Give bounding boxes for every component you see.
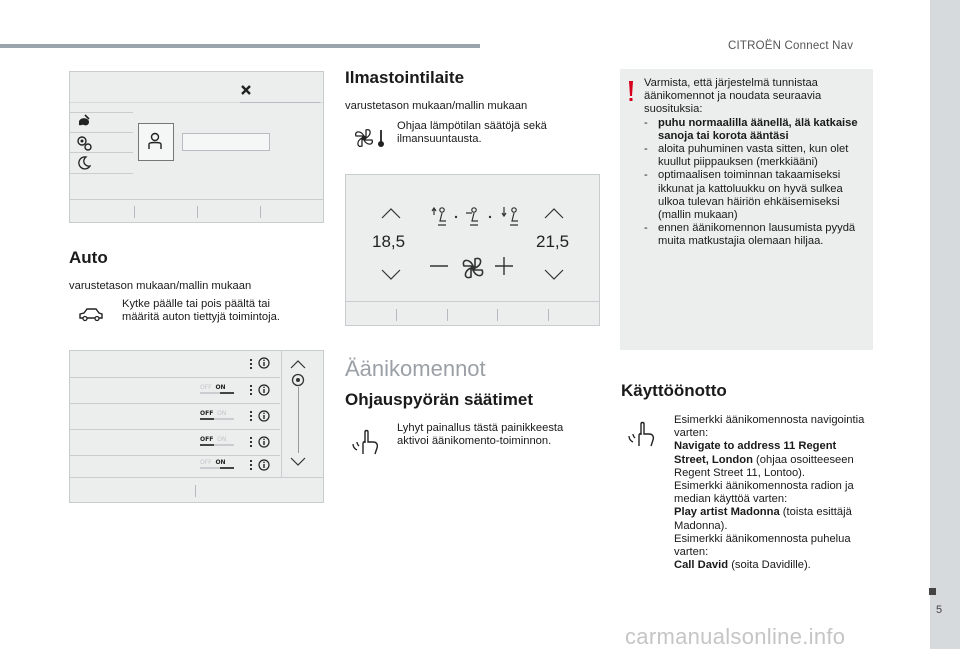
vehicle-settings-screen-illustration [69, 350, 324, 503]
chevron-up-icon[interactable] [544, 207, 564, 219]
air-distribution-icon[interactable] [430, 205, 520, 227]
toggle-off-label: OFF [200, 459, 212, 466]
voice-hand-icon [627, 420, 657, 448]
kaytto-examples [674, 414, 874, 572]
close-icon[interactable] [240, 84, 252, 96]
example-radio-intro: Esimerkki äänikomennosta radion ja median käyttöä varten: [674, 480, 854, 506]
climate-screen-illustration [345, 174, 600, 326]
temperature-left: 18,5 [372, 232, 406, 251]
ohjauspyora-description: Lyhyt painallus tästä painikkeesta aktivoi äänikomento-toiminnon. [397, 422, 564, 448]
palette-icon[interactable] [76, 113, 92, 129]
ilmastointi-description: Ohjaa lämpötilan säätöjä sekä ilmansuuntausta. [397, 120, 547, 146]
profile-field[interactable] [182, 133, 270, 151]
example-radio-command: Play artist Madonna (toista esittäjä Madonna). [674, 506, 852, 532]
settings-icon[interactable] [75, 134, 93, 152]
menu-dots-icon[interactable] [250, 359, 252, 371]
example-call-intro: Esimerkki äänikomennosta puhelua varten: [674, 532, 851, 559]
temperature-right: 21,5 [536, 232, 570, 251]
auto-description: Kytke päälle tai pois päältä tai määritä auton tiettyjä toimintoja. [122, 298, 280, 324]
toggle-switch[interactable] [200, 410, 226, 417]
toggle-off-label: OFF [200, 436, 214, 443]
section-heading-ilmastointilaite: Ilmastointilaite [345, 68, 465, 87]
voice-hand-icon [351, 428, 381, 456]
menu-dots-icon[interactable] [250, 437, 252, 449]
toggle-switch[interactable] [200, 436, 226, 443]
section-heading-ohjauspyoran-saatimet: Ohjauspyörän säätimet [345, 390, 534, 409]
menu-dots-icon[interactable] [250, 411, 252, 423]
info-icon[interactable] [258, 384, 270, 396]
example-nav-intro: Esimerkki äänikomennosta navigointia varten: [674, 414, 865, 440]
scroll-down-icon[interactable] [290, 457, 306, 467]
warning-item: - puhu normaalilla äänellä, älä katkaise sanoja tai korota ääntäsi [644, 117, 866, 143]
toggle-switch[interactable] [200, 459, 226, 466]
menu-dots-icon[interactable] [250, 460, 252, 472]
info-icon[interactable] [258, 410, 270, 422]
fan-thermometer-icon [352, 126, 388, 150]
menu-dots-icon[interactable] [250, 385, 252, 397]
continue-marker [929, 588, 936, 595]
auto-subtitle: varustetason mukaan/mallin mukaan [69, 280, 252, 292]
toggle-on-label: ON [217, 436, 227, 443]
toggle-off-label: OFF [200, 384, 212, 391]
warning-icon [627, 81, 635, 103]
page-header-title: CITROËN Connect Nav [728, 40, 854, 52]
side-band [930, 0, 960, 649]
warning-item: - ennen äänikomennon lausumista pyydä muita matkustajia olemaan hiljaa. [644, 222, 866, 248]
toggle-on-label: ON [215, 384, 226, 391]
warning-box [620, 69, 873, 350]
watermark: carmanualsonline.info [625, 624, 846, 649]
warning-intro: Varmista, että järjestelmä tunnistaa äänikomennot ja noudata seuraavia suosituksia: [644, 77, 822, 116]
car-icon [78, 306, 104, 322]
example-call-command: Call David (soita Davidille). [674, 559, 811, 572]
fan-plus-icon[interactable] [494, 257, 514, 275]
section-heading-auto: Auto [69, 248, 108, 267]
warning-item: - optimaalisen toiminnan takaamiseksi ikkunat ja kattoluukku on hyvä sulkea ulkoa tulevan häiriön ehkäisemiseksi (mallin mukaan) [644, 169, 866, 222]
scroll-knob-icon[interactable] [291, 373, 305, 387]
chevron-down-icon[interactable] [381, 269, 401, 281]
profile-icon [147, 132, 163, 150]
toggle-on-label: ON [217, 410, 227, 417]
page-number: 5 [936, 604, 943, 616]
example-nav-command: Navigate to address 11 Regent Street, London (ohjaa osoitteeseen Regent Street 11, Lontoo). [674, 440, 854, 479]
moon-icon[interactable] [77, 156, 91, 170]
toggle-off-label: OFF [200, 410, 214, 417]
fan-speed-icon [459, 255, 487, 281]
chevron-down-icon[interactable] [544, 269, 564, 281]
toggle-on-label: ON [215, 459, 226, 466]
scroll-up-icon[interactable] [290, 359, 306, 369]
section-heading-aanikomennot: Äänikomennot [345, 356, 486, 381]
fan-minus-icon[interactable] [429, 264, 449, 268]
top-rule [0, 44, 480, 48]
toggle-switch[interactable] [200, 384, 226, 391]
info-icon[interactable] [258, 436, 270, 448]
settings-screen-illustration [69, 71, 324, 223]
info-icon[interactable] [258, 459, 270, 471]
info-icon[interactable] [258, 357, 270, 369]
ilmastointi-subtitle: varustetason mukaan/mallin mukaan [345, 100, 528, 112]
section-heading-kayttoonotto: Käyttöönotto [621, 381, 727, 400]
chevron-up-icon[interactable] [381, 207, 401, 219]
warning-item: - aloita puhuminen vasta sitten, kun olet kuullut piippauksen (merkkiääni) [644, 143, 866, 169]
